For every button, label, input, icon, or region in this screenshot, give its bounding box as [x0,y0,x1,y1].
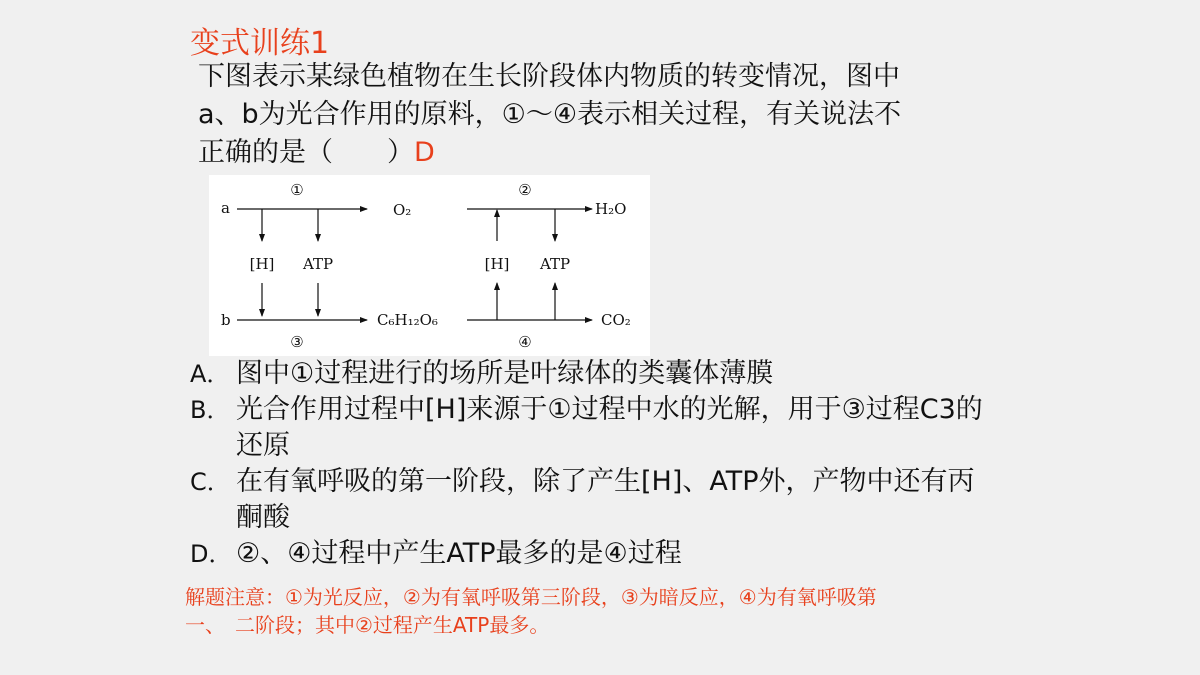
reactant-b: b [221,311,231,329]
process-3-label: ③ [290,333,304,351]
option-d-text: ②、④过程中产生ATP最多的是④过程 [236,538,682,569]
answer-mark: D [414,137,435,168]
diagram-svg [209,175,650,356]
answer-options [190,356,990,572]
note-line-2: 一、 二阶段；其中②过程产生ATP最多。 [185,613,550,637]
process-diagram [209,175,650,356]
product-o2: O₂ [393,201,412,219]
option-c-letter: C． [190,468,231,496]
process-4-label: ④ [518,333,532,351]
right-h-label: [H] [484,255,510,273]
product-glucose: C₆H₁₂O₆ [377,311,438,329]
question-text [198,58,988,172]
left-atp-label: ATP [302,255,334,273]
question-line-2: a、b为光合作用的原料，①～④表示相关过程，有关说法不 [198,99,902,130]
left-h-label: [H] [249,255,275,273]
right-atp-label: ATP [539,255,571,273]
process-2-label: ② [518,181,532,199]
slide-title: 变式训练1 [190,26,330,61]
option-b-letter: B． [190,396,231,424]
option-b[interactable] [190,392,990,464]
question-line-1: 下图表示某绿色植物在生长阶段体内物质的转变情况，图中 [198,61,900,92]
product-co2: CO₂ [601,311,631,329]
option-d-letter: D． [190,540,233,568]
option-c-text: 在有氧呼吸的第一阶段，除了产生[H]、ATP外，产物中还有丙酮酸 [236,466,975,533]
note-line-1: 解题注意：①为光反应，②为有氧呼吸第三阶段，③为暗反应，④为有氧呼吸第 [185,585,877,609]
product-h2o: H₂O [595,200,627,218]
option-c[interactable] [190,464,990,536]
option-b-text: 光合作用过程中[H]来源于①过程中水的光解，用于③过程C3的还原 [236,394,983,461]
process-1-label: ① [290,181,304,199]
option-a[interactable] [190,356,990,392]
option-d[interactable] [190,536,990,572]
reactant-a: a [221,199,230,217]
question-line-3: 正确的是（ ）D [198,137,435,168]
option-a-letter: A． [190,360,231,388]
explanation-note [185,583,985,639]
option-a-text: 图中①过程进行的场所是叶绿体的类囊体薄膜 [236,358,774,389]
